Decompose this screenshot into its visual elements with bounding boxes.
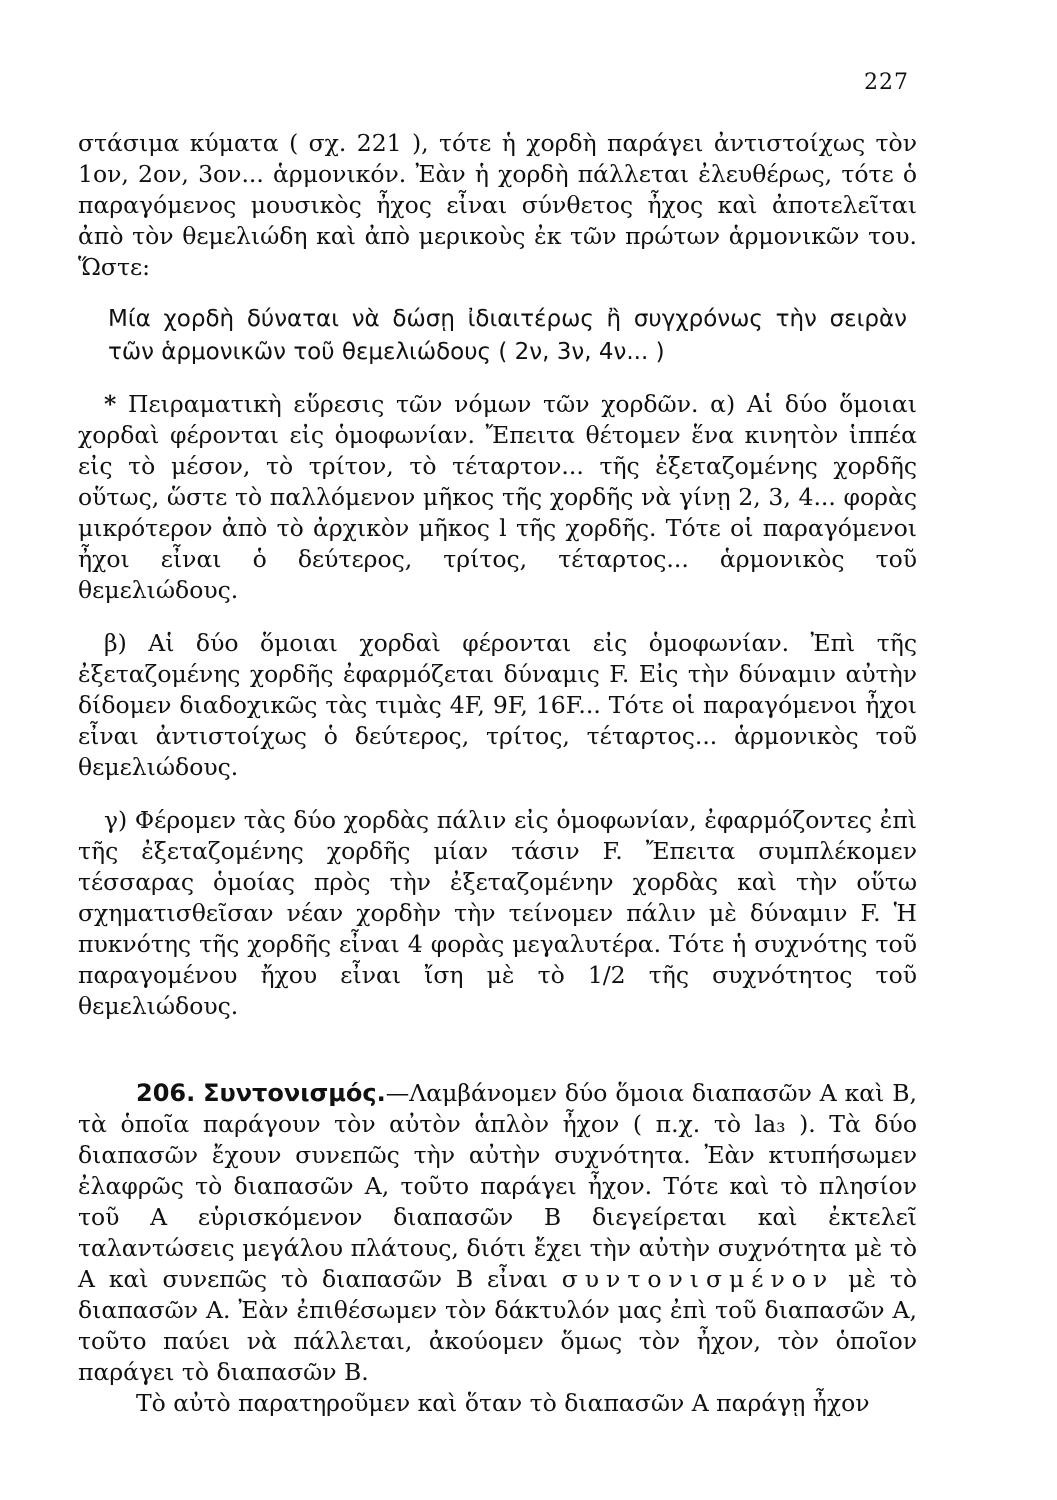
paragraph-experiment-gamma: γ) Φέρομεν τὰς δύο χορδὰς πάλιν εἰς ὁμοφωνίαν, ἐφαρμόζοντες ἐπὶ τῆς ἐξεταζομένης χορδῆς μίαν τάσιν F. Ἔπειτα συμπλέκομεν τέσσαρας ὁμοίας πρὸς τὴν ἐξεταζομένην χορδὰς καὶ τὴν οὕτω σχηματισθεῖσαν νέαν χορδὴν τὴν τείνομεν πάλιν μὲ δύναμιν F. Ἡ πυκνότης τῆς χορδῆς εἶναι 4 φορὰς μεγαλυτέρα. Τότε ἡ συχνότης τοῦ παραγομένου ἤχου εἶναι ἴση μὲ τὸ 1/2 τῆς συχνότητος τοῦ θεμελιώδους. [78,806,917,1020]
paragraph-continuation: Τὸ αὐτὸ παρατηροῦμεν καὶ ὅταν τὸ διαπασῶν Α παράγῃ ἦχον [136,1389,870,1417]
paragraph-experiment-alpha [78,389,917,606]
emphasized-term: συντονισμένον [561,1265,835,1293]
page-body [78,128,917,1419]
section-number: 206. [136,1079,196,1107]
section-title: Συντονισμός. [203,1079,386,1107]
asterisk-mark: * [104,390,117,418]
section-text-part-2: μὲ τὸ διαπασῶν Α. Ἐὰν ἐπιθέσωμεν τὸν δάκτυλόν μας ἐπὶ τοῦ διαπασῶν Α, τοῦτο παύει νὰ πάλλεται, ἀκούομεν ὅμως τὸν ἦχον, τὸν ὁποῖον παράγει τὸ διαπασῶν Β. [78,1265,917,1386]
experiment-text: Πειραματικὴ εὕρεσις τῶν νόμων τῶν χορδῶν. α) Αἱ δύο ὅμοιαι χορδαὶ φέρονται εἰς ὁμοφωνίαν. Ἔπειτα θέτομεν ἕνα κινητὸν ἱππέα εἰς τὸ μέσον, τὸ τρίτον, τὸ τέταρτον... τῆς ἐξεταζομένης χορδῆς οὕτως, ὥστε τὸ παλλόμενον μῆκος τῆς χορδῆς νὰ γίνῃ 2, 3, 4... φορὰς μικρότερον ἀπὸ τὸ ἀρχικὸν μῆκος l τῆς χορδῆς. Τότε οἱ παραγόμενοι ἦχοι εἶναι ὁ δεύτερος, τρίτος, τέταρτος... ἁρμονικὸς τοῦ θεμελιώδους. [78,390,917,604]
law-statement: Μία χορδὴ δύναται νὰ δώσῃ ἰδιαιτέρως ἢ συγχρόνως τὴν σειρὰν τῶν ἁρμονικῶν τοῦ θεμελιώδους ( 2ν, 3ν, 4ν... ) [108,306,907,365]
paragraph-harmonics-intro: στάσιμα κύματα ( σχ. 221 ), τότε ἡ χορδὴ παράγει ἀντιστοίχως τὸν 1ον, 2ον, 3ον... ἁρμονικόν. Ἐὰν ἡ χορδὴ πάλλεται ἐλευθέρως, τότε ὁ παραγόμενος μουσικὸς ἦχος εἶναι σύνθετος ἦχος καὶ ἀποτελεῖται ἀπὸ τὸν θεμελιώδη καὶ ἀπὸ μερικοὺς ἐκ τῶν πρώτων ἁρμονικῶν του. Ὥστε: [78,129,917,281]
section-text-part-1: —Λαμβάνομεν δύο ὅμοια διαπασῶν Α καὶ Β, τὰ ὁποῖα παράγουν τὸν αὐτὸν ἁπλὸν ἦχον ( π.χ. τὸ la₃ ). Τὰ δύο διαπασῶν ἔχουν συνεπῶς τὴν αὐτὴν συχνότητα. Ἐὰν κτυπήσωμεν ἐλαφρῶς τὸ διαπασῶν Α, τοῦτο παράγει ἦχον. Τότε καὶ τὸ πλησίον τοῦ Α εὑρισκόμενον διαπασῶν Β διεγείρεται καὶ ἐκτελεῖ ταλαντώσεις μεγάλου πλάτους, διότι ἔχει τὴν αὐτὴν συχνότητα μὲ τὸ Α καὶ συνεπῶς τὸ διαπασῶν Β εἶναι [78,1079,917,1293]
paragraph-experiment-beta: β) Αἱ δύο ὅμοιαι χορδαὶ φέρονται εἰς ὁμοφωνίαν. Ἐπὶ τῆς ἐξεταζομένης χορδῆς ἐφαρμόζεται δύναμις F. Εἰς τὴν δύναμιν αὐτὴν δίδομεν διαδοχικῶς τὰς τιμὰς 4F, 9F, 16F... Τότε οἱ παραγόμενοι ἦχοι εἶναι ἀντιστοίχως ὁ δεύτερος, τρίτος, τέταρτος... ἁρμονικὸς τοῦ θεμελιώδους. [78,629,917,781]
section-206-paragraph [78,1078,917,1388]
page-number: 227 [864,70,909,95]
